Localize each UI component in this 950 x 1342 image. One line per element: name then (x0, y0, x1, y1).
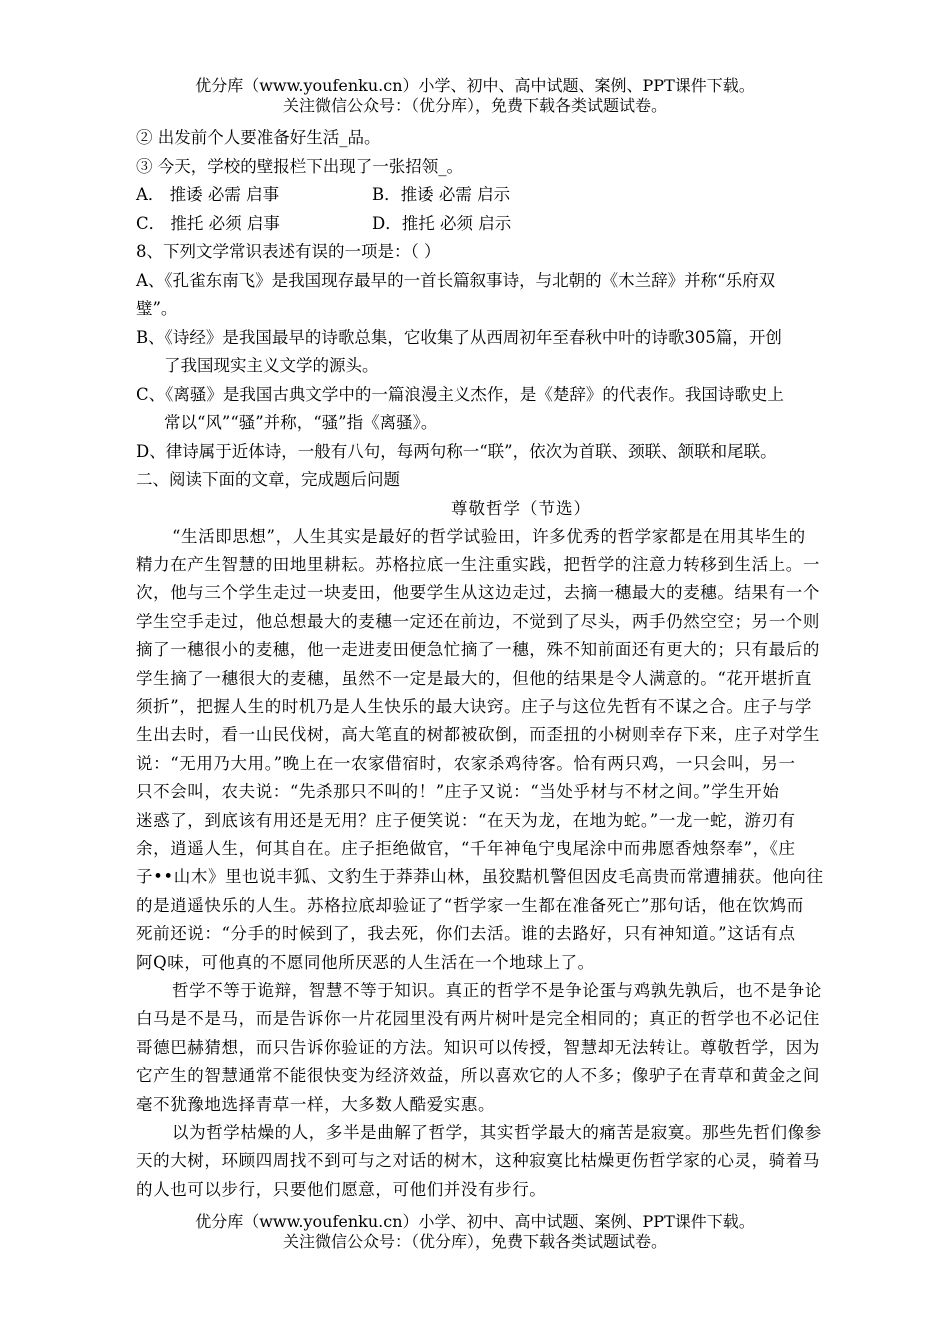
q7-options-row-2 (136, 210, 906, 239)
section-2-heading: 二、阅读下面的文章，完成题后问题 (136, 470, 400, 489)
essay-body (136, 523, 906, 1205)
header-line-2: 关注微信公众号：（优分库），免费下载各类试题试卷。 (282, 96, 667, 115)
essay-line: 子••山木》里也说丰狐、文豹生于莽莽山林，虽狡黠机警但因皮毛高贵而常遭捕获。他向往 (136, 867, 824, 887)
q7-sentence-3: ③ 今天，学校的壁报栏下出现了一张招领_。 (136, 156, 463, 176)
essay-line: 学生空手走过，他总想最大的麦穗一定还在前边，不觉到了尽头，两手仍然空空；另一个则 (136, 611, 820, 631)
q8-option-c-line-1: C、《离骚》是我国古典文学中的一篇浪漫主义杰作，是《楚辞》的代表作。我国诗歌史上 (136, 384, 784, 404)
essay-line: 学生摘了一穗很大的麦穗，虽然不一定是最大的，但他的结果是令人满意的。“花开堪折直 (136, 668, 812, 688)
essay-line: 的是逍遥快乐的人生。苏格拉底却验证了“哲学家一生都在准备死亡”那句话，他在饮鸩而 (136, 895, 804, 915)
essay-line: 迷惑了，到底该有用还是无用？庄子便笑说：“在天为龙，在地为蛇。”一龙一蛇，游刃有 (136, 810, 796, 830)
q7-option-d: D．推托 必须 启示 (372, 213, 512, 233)
essay-line: 白马是不是马，而是告诉你一片花园里没有两片树叶是完全相同的；真正的哲学也不必记住 (136, 1009, 820, 1029)
essay-line: 毫不犹豫地选择青草一样，大多数人酷爱实惠。 (136, 1094, 496, 1114)
essay-line: 它产生的智慧通常不能很快变为经济效益，所以喜欢它的人不多；像驴子在青草和黄金之间 (136, 1066, 820, 1086)
header-line-1: 优分库（www.youfenku.cn）小学、初中、高中试题、案例、PPT课件下载。 (195, 76, 755, 95)
q8-option-d: D、律诗属于近体诗，一般有八句，每两句称一“联”，依次为首联、颈联、颔联和尾联。 (136, 441, 777, 461)
essay-line: 阿Q味，可他真的不愿同他所厌恶的人生活在一个地球上了。 (136, 952, 595, 972)
essay-line: 精力在产生智慧的田地里耕耘。苏格拉底一生注重实践，把哲学的注意力转移到生活上。一 (136, 554, 820, 574)
essay-line: 次，他与三个学生走过一块麦田，他要学生从这边走过，去摘一穗最大的麦穗。结果有一个 (136, 583, 820, 603)
essay-line: 死前还说：“分手的时候到了，我去死，你们去活。谁的去路好，只有神知道。”这话有点 (136, 924, 796, 944)
q7-option-b: B．推诿 必需 启示 (372, 185, 511, 204)
essay-line: “生活即思想”，人生其实是最好的哲学试验田，许多优秀的哲学家都是在用其毕生的 (172, 526, 806, 546)
essay-paragraph-3 (136, 1119, 906, 1204)
essay-line: 说：“无用乃大用。”晚上在一农家借宿时，农家杀鸡待客。恰有两只鸡，一只会叫，另一 (136, 753, 796, 773)
essay-line: 哲学不等于诡辩，智慧不等于知识。真正的哲学不是争论蛋与鸡孰先孰后，也不是争论 (172, 981, 822, 1000)
essay-line: 生出去时，看一山民伐树，高大笔直的树都被砍倒，而歪扭的小树则幸存下来，庄子对学生 (136, 725, 820, 745)
essay-line: 只不会叫，农夫说：“先杀那只不叫的！”庄子又说：“当处乎材与不材之间。”学生开始 (136, 782, 780, 802)
footer-line-2: 关注微信公众号：（优分库），免费下载各类试题试卷。 (282, 1232, 667, 1251)
q7-options-row-1 (136, 181, 906, 210)
essay-line: 以为哲学枯燥的人，多半是曲解了哲学，其实哲学最大的痛苦是寂寞。那些先哲们像参 (172, 1123, 822, 1143)
essay-line: 须折”，把握人生的时机乃是人生快乐的最大诀窍。庄子与这位先哲有不谋之合。庄子与学 (136, 696, 812, 716)
q7-sentence-2: ② 出发前个人要准备好生活_品。 (136, 128, 381, 147)
essay-title: 尊敬哲学（节选） (451, 498, 591, 518)
essay-paragraph-1 (136, 523, 906, 978)
q8-option-a-line-2: 璧”。 (136, 299, 178, 318)
q7-option-c: C． 推托 必须 启事 (136, 213, 280, 233)
essay-line: 余，逍遥人生，何其自在。庄子拒绝做官，“千年神龟宁曳尾涂中而弗愿香烛祭奉”，《庄 (136, 838, 796, 858)
q8-option-b-line-1: B、《诗经》是我国最早的诗歌总集，它收集了从西周初年至春秋中叶的诗歌305篇，开创 (136, 327, 782, 347)
essay-line: 的人也可以步行，只要他们愿意，可他们并没有步行。 (136, 1179, 547, 1199)
essay-line: 哥德巴赫猜想，而只告诉你验证的方法。知识可以传授，智慧却无法转让。尊敬哲学，因为 (136, 1037, 820, 1057)
essay-line: 摘了一穗很小的麦穗，他一走进麦田便急忙摘了一穗，殊不知前面还有更大的；只有最后的 (136, 640, 820, 660)
q8-option-a-line-1: A、《孔雀东南飞》是我国现存最早的一首长篇叙事诗，与北朝的《木兰辞》并称“乐府双 (136, 270, 776, 290)
essay-line: 天的大树，环顾四周找不到可与之对话的树木，这种寂寞比枯燥更伤哲学家的心灵，骑着马 (136, 1151, 820, 1171)
q8-stem: 8、下列文学常识表述有误的一项是：（ ） (136, 242, 441, 261)
page-footer (0, 1212, 950, 1252)
page-header (0, 76, 950, 116)
footer-line-1: 优分库（www.youfenku.cn）小学、初中、高中试题、案例、PPT课件下载。 (195, 1212, 755, 1231)
q7-option-a: A． 推诿 必需 启事 (136, 185, 280, 204)
essay-paragraph-2 (136, 977, 906, 1119)
q8-option-b-line-2: 了我国现实主义文学的源头。 (164, 356, 379, 375)
q8-option-c-line-2: 常以“风”“骚”并称，“骚”指《离骚》。 (164, 413, 438, 432)
page-content (136, 124, 906, 1204)
